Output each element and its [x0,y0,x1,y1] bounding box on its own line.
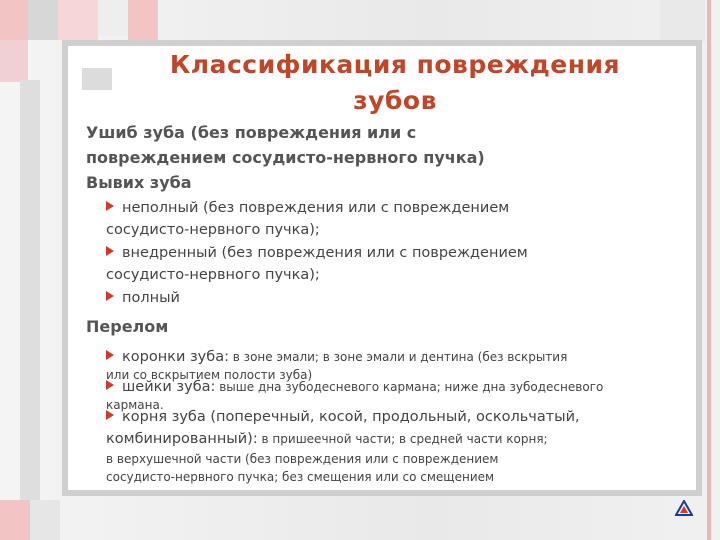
list-item-main: корня зуба (поперечный, косой, продольный, оскольчатый, [122,409,580,425]
red-arrow-bullet-icon [106,350,114,360]
decor-tile [0,500,30,540]
decor-tile [660,0,705,42]
red-arrow-bullet-icon [106,291,114,301]
triangle-logo-icon [675,500,693,516]
decor-tile [30,500,60,540]
decor-small-square [82,68,112,90]
list-item-main: комбинированный): [106,431,258,447]
list-item-text: сосудисто-нервного пучка); [106,267,320,283]
decor-tile [20,80,40,500]
heading-vyvih [86,170,192,195]
heading-perelom-label: Перелом [86,317,169,336]
list-item-main: шейки зуба: [122,379,216,395]
decor-tile [128,0,158,40]
title-line-1: Классификация повреждения [169,50,621,79]
red-arrow-bullet-icon [106,201,114,211]
list-item [106,242,696,286]
heading-perelom [86,314,168,339]
list-item-detail: кармана. [106,398,164,412]
list-item-text: неполный (без повреждения или с повреждением [122,200,510,216]
list-item [106,287,696,309]
red-arrow-bullet-icon [106,246,114,256]
red-arrow-bullet-icon [106,380,114,390]
decor-tile [0,0,28,40]
list-item-detail: выше дна зубодесневого кармана; ниже дна зубодесневого [215,380,604,394]
list-item-detail: или со вскрытием полости зуба) [106,368,313,382]
list-item-text: внедренный (без повреждения или с повреждением [122,245,528,261]
slide-title [110,47,680,119]
decor-tile [98,0,128,36]
list-item-detail: в пришеечной части; в средней части корня; [257,432,548,446]
decor-tile [0,40,28,82]
list-item-detail: в зоне эмали; в зоне эмали и дентина (без вскрытия [228,350,568,364]
list-item-detail: в верхушечной части (без повреждения или с повреждением [106,452,499,466]
decor-tile [58,0,98,40]
title-line-2: зубов [353,86,437,115]
list-item [106,197,696,241]
decor-tile [28,0,58,40]
heading-ushib-line-2: повреждением сосудисто-нервного пучка) [86,148,485,167]
heading-ushib [86,120,485,170]
list-item [106,406,696,486]
list-item-main: коронки зуба: [122,349,229,365]
list-item-detail: сосудисто-нервного пучка; без смещения или со смещением [106,470,495,484]
list-item-text: полный [122,290,180,306]
decor-right-line [707,0,711,540]
heading-ushib-line-1: Ушиб зуба (без повреждения или с [86,123,417,142]
heading-vyvih-label: Вывих зуба [86,173,192,192]
red-arrow-bullet-icon [106,410,114,420]
list-item-text: сосудисто-нервного пучка); [106,222,320,238]
